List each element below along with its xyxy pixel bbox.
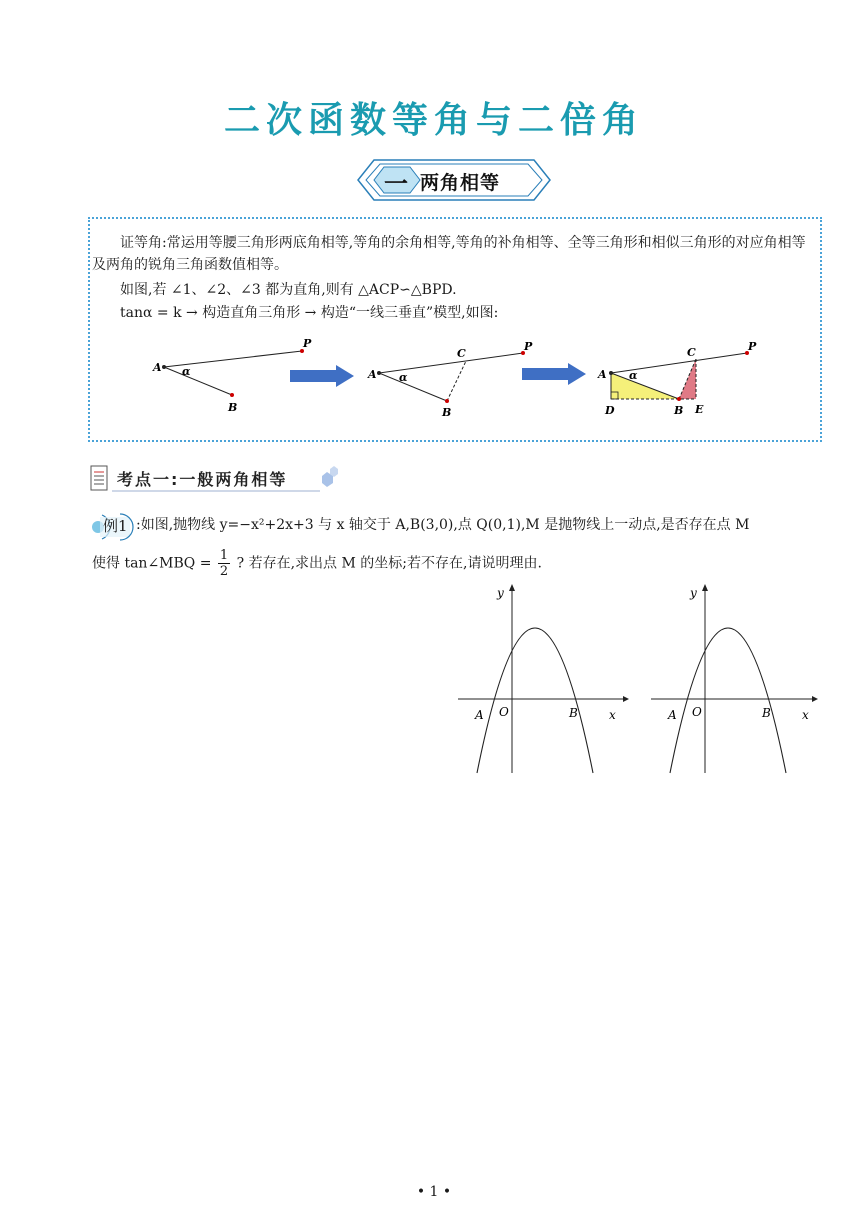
label-C: C [457,347,466,360]
origin-label: O [692,705,702,719]
example-question-line1: :如图,抛物线 y=−x²+2x+3 与 x 轴交于 A,B(3,0),点 Q(0,1),M 是抛物线上一动点,是否存在点 M [136,517,750,533]
section-number: 一 [384,170,408,198]
example-line2-post: ? 若存在,求出点 M 的坐标;若不存在,请说明理由. [236,555,542,572]
parabola-graph-2 [648,583,823,778]
label-alpha: α [182,365,191,378]
intro-paragraph-3: tanα = k → 构造直角三角形 → 构造“一线三垂直”模型,如图: [120,305,499,321]
label-B: B [228,401,238,414]
label-A: A [368,368,377,381]
axis-label-y: y [690,586,697,600]
arrow-right-icon [522,363,588,385]
figure-one-line-three-perpendiculars [595,335,765,420]
example-label: 例1 [103,517,128,535]
point-label-B: B [569,706,578,720]
axis-label-y: y [497,586,504,600]
label-B: B [442,406,452,419]
origin-label: O [499,705,509,719]
label-P: P [748,340,757,353]
label-alpha: α [399,371,408,384]
fraction-one-half [218,548,230,579]
arrow-right-icon [290,365,356,387]
fraction-denominator: 2 [219,564,229,579]
page-number: • 1 • [416,1184,452,1200]
label-A: A [153,361,162,374]
axis-label-x: x [609,708,616,722]
fraction-numerator: 1 [219,548,229,563]
label-P: P [524,340,533,353]
section-label: 两角相等 [420,172,501,194]
label-C: C [687,346,696,359]
parabola-graph-1 [455,583,630,778]
label-P: P [303,337,312,350]
point-label-A: A [668,708,677,722]
point-label-A: A [475,708,484,722]
axis-label-x: x [802,708,809,722]
intro-paragraph-2: 如图,若 ∠1、∠2、∠3 都为直角,则有 △ACP∽△BPD. [120,282,457,298]
label-D: D [605,404,615,417]
kaodian-title: 考点一:一般两角相等 [117,470,288,489]
label-E: E [695,403,704,416]
label-alpha: α [629,369,638,382]
page-title: 二次函数等角与二倍角 [223,100,644,141]
label-A: A [598,368,607,381]
example-line2-pre: 使得 tan∠MBQ = [92,555,212,572]
figure-construct-perpendicular [365,335,535,420]
label-B: B [674,404,684,417]
example-question-line2 [92,548,542,579]
intro-paragraph-1: 证等角:常运用等腰三角形两底角相等,等角的余角相等,等角的补角相等、全等三角形和相似三角形的对应角相等及两角的锐角三角函数值相等。 [92,235,806,273]
point-label-B: B [762,706,771,720]
